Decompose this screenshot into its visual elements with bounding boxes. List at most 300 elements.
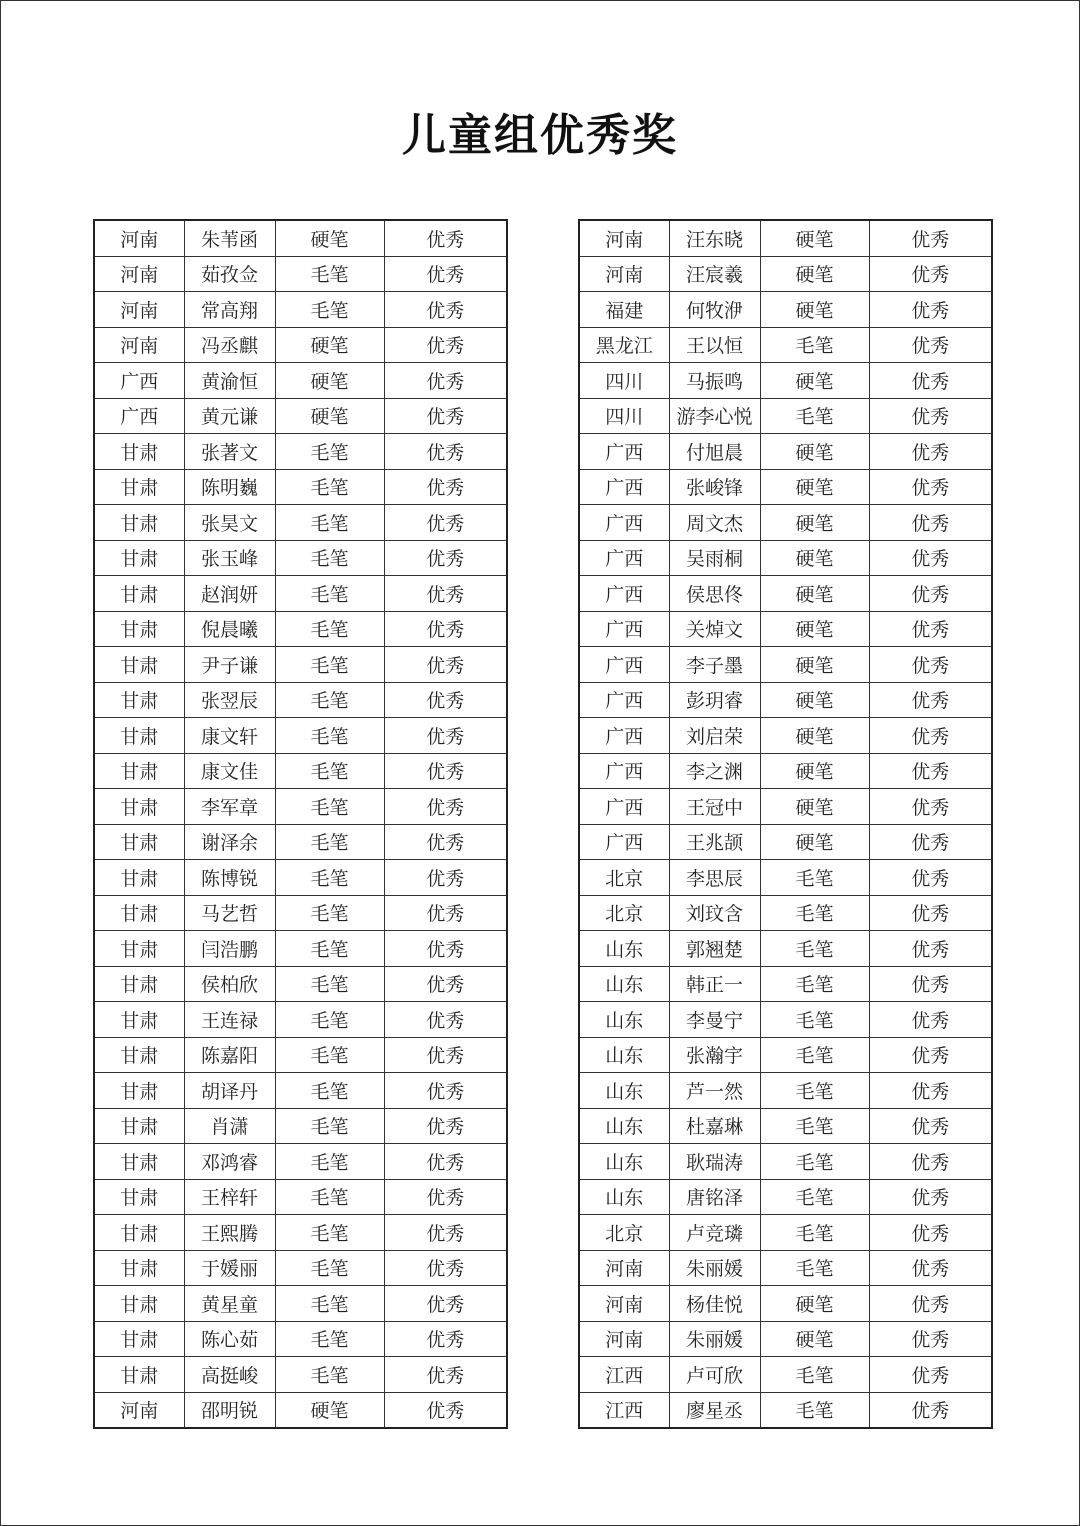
award-cell: 优秀 [384,540,507,576]
award-cell: 优秀 [384,1286,507,1322]
award-cell: 优秀 [869,220,992,256]
brush-type-cell: 毛笔 [275,1286,384,1322]
province-cell: 河南 [579,220,669,256]
award-cell: 优秀 [869,895,992,931]
table-row [579,611,992,647]
award-cell: 优秀 [384,789,507,825]
province-cell: 河南 [94,327,184,363]
table-row [94,1250,507,1286]
table-row [94,966,507,1002]
province-cell: 山东 [579,1073,669,1109]
brush-type-cell: 毛笔 [275,718,384,754]
table-row [579,220,992,256]
name-cell: 陈心茹 [184,1321,275,1357]
name-cell: 马艺哲 [184,895,275,931]
table-row [94,1037,507,1073]
brush-type-cell: 毛笔 [275,860,384,896]
province-cell: 甘肃 [94,576,184,612]
province-cell: 山东 [579,1108,669,1144]
name-cell: 张玉峰 [184,540,275,576]
award-cell: 优秀 [869,1002,992,1038]
province-cell: 北京 [579,860,669,896]
table-row [94,1357,507,1393]
award-cell: 优秀 [384,220,507,256]
name-cell: 陈嘉阳 [184,1037,275,1073]
table-row [579,895,992,931]
table-row [94,611,507,647]
table-row [94,292,507,328]
award-cell: 优秀 [384,753,507,789]
province-cell: 河南 [579,1321,669,1357]
award-cell: 优秀 [869,1286,992,1322]
name-cell: 张瀚宇 [669,1037,760,1073]
brush-type-cell: 毛笔 [275,647,384,683]
name-cell: 李思辰 [669,860,760,896]
award-table-right [578,219,993,1429]
table-row [579,1357,992,1393]
award-cell: 优秀 [384,363,507,399]
name-cell: 谢泽余 [184,824,275,860]
name-cell: 陈博锐 [184,860,275,896]
award-cell: 优秀 [384,1037,507,1073]
name-cell: 关焯文 [669,611,760,647]
province-cell: 江西 [579,1392,669,1428]
name-cell: 王梓轩 [184,1179,275,1215]
table-row [94,220,507,256]
brush-type-cell: 毛笔 [275,931,384,967]
province-cell: 甘肃 [94,753,184,789]
table-row [94,895,507,931]
province-cell: 广西 [579,576,669,612]
name-cell: 付旭晨 [669,434,760,470]
table-row [579,469,992,505]
award-cell: 优秀 [384,292,507,328]
award-cell: 优秀 [869,931,992,967]
award-cell: 优秀 [384,505,507,541]
brush-type-cell: 毛笔 [275,789,384,825]
brush-type-cell: 硬笔 [760,434,869,470]
province-cell: 广西 [579,824,669,860]
name-cell: 朱丽媛 [669,1321,760,1357]
name-cell: 王冠中 [669,789,760,825]
province-cell: 甘肃 [94,611,184,647]
table-row [94,540,507,576]
award-cell: 优秀 [869,966,992,1002]
brush-type-cell: 毛笔 [275,895,384,931]
table-row [579,363,992,399]
name-cell: 周文杰 [669,505,760,541]
table-row [94,398,507,434]
award-cell: 优秀 [384,1250,507,1286]
brush-type-cell: 硬笔 [760,682,869,718]
name-cell: 赵润妍 [184,576,275,612]
name-cell: 张昊文 [184,505,275,541]
name-cell: 廖星丞 [669,1392,760,1428]
province-cell: 黑龙江 [579,327,669,363]
brush-type-cell: 毛笔 [760,1144,869,1180]
table-row [579,824,992,860]
table-row [94,256,507,292]
province-cell: 广西 [94,363,184,399]
name-cell: 黄渝恒 [184,363,275,399]
province-cell: 甘肃 [94,540,184,576]
table-row [579,1002,992,1038]
province-cell: 山东 [579,1144,669,1180]
table-row [579,1286,992,1322]
brush-type-cell: 毛笔 [275,469,384,505]
name-cell: 李之渊 [669,753,760,789]
province-cell: 甘肃 [94,789,184,825]
award-cell: 优秀 [384,931,507,967]
table-row [579,434,992,470]
province-cell: 甘肃 [94,895,184,931]
brush-type-cell: 毛笔 [275,1037,384,1073]
name-cell: 卢可欣 [669,1357,760,1393]
province-cell: 甘肃 [94,682,184,718]
brush-type-cell: 硬笔 [760,1321,869,1357]
province-cell: 河南 [579,256,669,292]
brush-type-cell: 毛笔 [275,505,384,541]
province-cell: 河南 [94,1392,184,1428]
table-row [579,327,992,363]
name-cell: 侯柏欣 [184,966,275,1002]
province-cell: 甘肃 [94,1321,184,1357]
award-cell: 优秀 [869,753,992,789]
province-cell: 广西 [579,469,669,505]
brush-type-cell: 硬笔 [760,292,869,328]
name-cell: 王熙腾 [184,1215,275,1251]
province-cell: 广西 [579,718,669,754]
table-row [94,1215,507,1251]
award-cell: 优秀 [384,1357,507,1393]
award-cell: 优秀 [384,1108,507,1144]
award-cell: 优秀 [869,256,992,292]
name-cell: 张著文 [184,434,275,470]
province-cell: 甘肃 [94,718,184,754]
brush-type-cell: 毛笔 [760,860,869,896]
name-cell: 康文佳 [184,753,275,789]
brush-type-cell: 硬笔 [760,363,869,399]
award-cell: 优秀 [869,682,992,718]
province-cell: 甘肃 [94,1108,184,1144]
brush-type-cell: 毛笔 [275,1002,384,1038]
award-cell: 优秀 [869,363,992,399]
province-cell: 广西 [579,434,669,470]
table-row [579,398,992,434]
brush-type-cell: 毛笔 [760,1002,869,1038]
page-title: 儿童组优秀奖 [402,110,678,161]
table-row [579,256,992,292]
table-row [579,576,992,612]
table-row [94,576,507,612]
brush-type-cell: 硬笔 [760,1286,869,1322]
brush-type-cell: 毛笔 [275,540,384,576]
award-table-left [93,219,508,1429]
table-row [579,931,992,967]
brush-type-cell: 毛笔 [275,434,384,470]
table-row [94,647,507,683]
province-cell: 广西 [579,753,669,789]
table-row [579,1144,992,1180]
province-cell: 北京 [579,1215,669,1251]
province-cell: 甘肃 [94,505,184,541]
brush-type-cell: 毛笔 [275,1144,384,1180]
brush-type-cell: 毛笔 [760,1108,869,1144]
brush-type-cell: 硬笔 [760,753,869,789]
brush-type-cell: 毛笔 [760,1073,869,1109]
award-cell: 优秀 [869,1392,992,1428]
award-cell: 优秀 [384,1392,507,1428]
name-cell: 闫浩鹏 [184,931,275,967]
table-row [579,860,992,896]
province-cell: 山东 [579,1037,669,1073]
table-row [94,1286,507,1322]
name-cell: 王以恒 [669,327,760,363]
name-cell: 于媛丽 [184,1250,275,1286]
brush-type-cell: 硬笔 [760,647,869,683]
award-cell: 优秀 [384,1002,507,1038]
name-cell: 韩正一 [669,966,760,1002]
table-row [94,505,507,541]
table-row [94,682,507,718]
name-cell: 汪宸羲 [669,256,760,292]
award-cell: 优秀 [869,1357,992,1393]
brush-type-cell: 硬笔 [760,789,869,825]
table-row [94,931,507,967]
award-cell: 优秀 [869,789,992,825]
table-row [94,1392,507,1428]
brush-type-cell: 毛笔 [760,1250,869,1286]
table-row [579,1179,992,1215]
name-cell: 耿瑞涛 [669,1144,760,1180]
province-cell: 甘肃 [94,824,184,860]
table-row [94,434,507,470]
table-row [579,1392,992,1428]
province-cell: 河南 [579,1286,669,1322]
award-cell: 优秀 [384,682,507,718]
award-cell: 优秀 [869,540,992,576]
table-row [94,327,507,363]
brush-type-cell: 毛笔 [275,576,384,612]
table-row [579,1108,992,1144]
name-cell: 李军章 [184,789,275,825]
award-cell: 优秀 [384,469,507,505]
award-cell: 优秀 [869,469,992,505]
brush-type-cell: 毛笔 [275,966,384,1002]
award-cell: 优秀 [384,895,507,931]
brush-type-cell: 硬笔 [275,398,384,434]
province-cell: 山东 [579,1179,669,1215]
brush-type-cell: 毛笔 [760,1037,869,1073]
table-row [579,789,992,825]
brush-type-cell: 硬笔 [760,540,869,576]
brush-type-cell: 硬笔 [760,256,869,292]
table-row [579,1037,992,1073]
province-cell: 甘肃 [94,469,184,505]
award-cell: 优秀 [869,1037,992,1073]
award-cell: 优秀 [384,611,507,647]
province-cell: 四川 [579,398,669,434]
brush-type-cell: 硬笔 [760,505,869,541]
province-cell: 甘肃 [94,1037,184,1073]
brush-type-cell: 硬笔 [275,220,384,256]
name-cell: 李曼宁 [669,1002,760,1038]
award-cell: 优秀 [384,647,507,683]
award-cell: 优秀 [384,966,507,1002]
name-cell: 邓鸿睿 [184,1144,275,1180]
award-cell: 优秀 [384,434,507,470]
table-row [94,469,507,505]
name-cell: 冯丞麒 [184,327,275,363]
table-row [579,505,992,541]
province-cell: 甘肃 [94,931,184,967]
brush-type-cell: 毛笔 [760,895,869,931]
award-cell: 优秀 [384,1321,507,1357]
name-cell: 吴雨桐 [669,540,760,576]
table-row [94,860,507,896]
brush-type-cell: 毛笔 [275,824,384,860]
name-cell: 倪晨曦 [184,611,275,647]
table-row [579,1250,992,1286]
name-cell: 胡译丹 [184,1073,275,1109]
name-cell: 常高翔 [184,292,275,328]
province-cell: 山东 [579,966,669,1002]
award-cell: 优秀 [384,1144,507,1180]
award-cell: 优秀 [869,1215,992,1251]
table-row [579,1321,992,1357]
name-cell: 何牧洢 [669,292,760,328]
award-cell: 优秀 [869,718,992,754]
award-cell: 优秀 [869,611,992,647]
table-row [94,718,507,754]
table-row [579,647,992,683]
name-cell: 黄元谦 [184,398,275,434]
province-cell: 山东 [579,931,669,967]
province-cell: 广西 [579,647,669,683]
name-cell: 高挺峻 [184,1357,275,1393]
name-cell: 茹孜佥 [184,256,275,292]
award-cell: 优秀 [869,576,992,612]
brush-type-cell: 硬笔 [760,611,869,647]
table-row [94,789,507,825]
name-cell: 郭翘楚 [669,931,760,967]
brush-type-cell: 毛笔 [275,611,384,647]
name-cell: 王兆颉 [669,824,760,860]
table-row [579,966,992,1002]
award-cell: 优秀 [869,434,992,470]
name-cell: 肖潇 [184,1108,275,1144]
province-cell: 广西 [579,682,669,718]
brush-type-cell: 毛笔 [760,1179,869,1215]
name-cell: 朱苇函 [184,220,275,256]
name-cell: 康文轩 [184,718,275,754]
brush-type-cell: 毛笔 [275,1215,384,1251]
brush-type-cell: 毛笔 [275,1073,384,1109]
brush-type-cell: 毛笔 [760,1392,869,1428]
province-cell: 广西 [579,540,669,576]
brush-type-cell: 毛笔 [275,753,384,789]
brush-type-cell: 硬笔 [760,824,869,860]
name-cell: 彭玥睿 [669,682,760,718]
brush-type-cell: 硬笔 [275,327,384,363]
name-cell: 李子墨 [669,647,760,683]
province-cell: 甘肃 [94,860,184,896]
province-cell: 山东 [579,1002,669,1038]
name-cell: 王连禄 [184,1002,275,1038]
province-cell: 河南 [94,256,184,292]
province-cell: 甘肃 [94,1286,184,1322]
province-cell: 河南 [94,292,184,328]
brush-type-cell: 硬笔 [760,469,869,505]
award-cell: 优秀 [869,860,992,896]
name-cell: 游李心悦 [669,398,760,434]
brush-type-cell: 毛笔 [760,931,869,967]
table-row [94,753,507,789]
brush-type-cell: 毛笔 [760,398,869,434]
brush-type-cell: 硬笔 [275,363,384,399]
province-cell: 北京 [579,895,669,931]
table-row [579,718,992,754]
name-cell: 尹子谦 [184,647,275,683]
award-cell: 优秀 [869,1250,992,1286]
brush-type-cell: 毛笔 [275,682,384,718]
brush-type-cell: 硬笔 [275,1392,384,1428]
table-row [94,1108,507,1144]
table-row [94,1002,507,1038]
award-cell: 优秀 [869,1179,992,1215]
brush-type-cell: 毛笔 [275,256,384,292]
award-cell: 优秀 [384,576,507,612]
award-cell: 优秀 [384,327,507,363]
award-cell: 优秀 [384,718,507,754]
brush-type-cell: 毛笔 [760,966,869,1002]
table-row [94,1073,507,1109]
province-cell: 广西 [579,611,669,647]
brush-type-cell: 毛笔 [275,1321,384,1357]
brush-type-cell: 硬笔 [760,576,869,612]
brush-type-cell: 毛笔 [275,1179,384,1215]
name-cell: 杜嘉琳 [669,1108,760,1144]
award-cell: 优秀 [869,292,992,328]
province-cell: 甘肃 [94,966,184,1002]
name-cell: 陈明巍 [184,469,275,505]
name-cell: 刘玟含 [669,895,760,931]
brush-type-cell: 硬笔 [760,718,869,754]
brush-type-cell: 硬笔 [760,220,869,256]
award-cell: 优秀 [384,398,507,434]
name-cell: 邵明锐 [184,1392,275,1428]
table-row [579,682,992,718]
province-cell: 甘肃 [94,1144,184,1180]
table-row [579,753,992,789]
brush-type-cell: 毛笔 [760,1357,869,1393]
brush-type-cell: 毛笔 [275,1357,384,1393]
table-row [94,824,507,860]
name-cell: 马振鸣 [669,363,760,399]
province-cell: 福建 [579,292,669,328]
award-cell: 优秀 [869,327,992,363]
award-cell: 优秀 [384,860,507,896]
province-cell: 甘肃 [94,1250,184,1286]
province-cell: 河南 [579,1250,669,1286]
table-row [94,1321,507,1357]
province-cell: 广西 [94,398,184,434]
award-cell: 优秀 [384,1215,507,1251]
brush-type-cell: 毛笔 [760,1215,869,1251]
award-cell: 优秀 [384,1073,507,1109]
name-cell: 侯思佟 [669,576,760,612]
province-cell: 四川 [579,363,669,399]
